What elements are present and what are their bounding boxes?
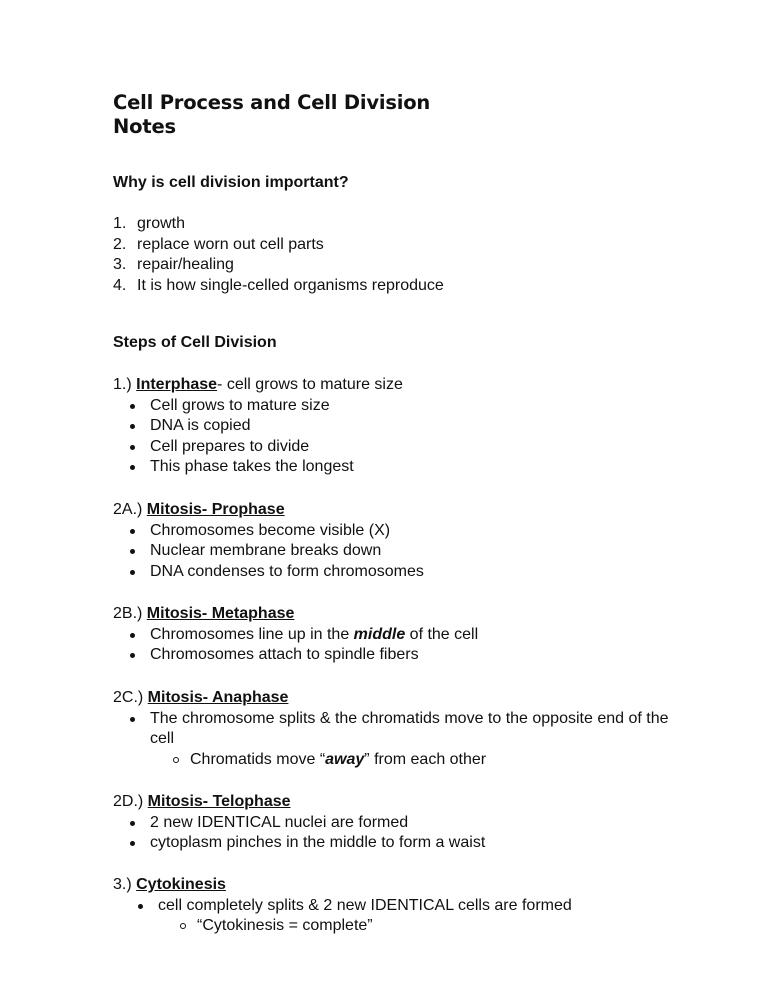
section-prefix: 2A.)	[113, 501, 147, 518]
item-text: It is how single-celled organisms reproduce	[137, 276, 444, 294]
section-anaphase	[113, 688, 670, 770]
item-number: 2.	[113, 235, 127, 253]
item-number: 3.	[113, 256, 127, 274]
bullet-item: DNA is copied	[113, 416, 403, 437]
section-prefix: 3.)	[113, 876, 137, 893]
section-prefix: 2B.)	[113, 605, 147, 622]
bullet-text: ” from each other	[364, 750, 487, 768]
section-name: Cytokinesis	[136, 876, 226, 893]
section-name: Mitosis- Metaphase	[146, 605, 295, 622]
section-suffix: - cell grows to mature size	[217, 376, 403, 393]
list-item	[113, 255, 444, 276]
section-header	[113, 375, 403, 396]
item-text: repair/healing	[137, 256, 234, 274]
list-item	[113, 276, 444, 297]
list-item	[113, 235, 444, 256]
why-heading: Why is cell division important?	[113, 174, 349, 191]
bullet-item: 2 new IDENTICAL nuclei are formed	[113, 813, 485, 834]
emphasis-text: middle	[353, 625, 406, 643]
section-header	[113, 604, 478, 625]
sub-bullet-item	[113, 750, 670, 771]
bullet-item: Nuclear membrane breaks down	[113, 541, 424, 562]
bullet-item: DNA condenses to form chromosomes	[113, 562, 424, 583]
bullet-item: cell completely splits & 2 new IDENTICAL cells are formed	[113, 896, 572, 917]
section-prefix: 2C.)	[113, 689, 148, 706]
section-telophase	[113, 792, 485, 854]
section-interphase	[113, 375, 403, 478]
section-metaphase	[113, 604, 478, 666]
section-prefix: 1.)	[113, 376, 137, 393]
page-title	[113, 91, 430, 139]
why-list	[113, 214, 444, 296]
bullet-item: cytoplasm pinches in the middle to form a waist	[113, 833, 485, 854]
item-text: growth	[137, 215, 186, 232]
item-text: replace worn out cell parts	[137, 235, 324, 253]
emphasis-text: away	[325, 750, 365, 768]
bullet-item: Cell prepares to divide	[113, 437, 403, 458]
item-number: 1.	[113, 215, 127, 232]
section-header	[113, 875, 572, 896]
title-line-1: Cell Process and Cell Division	[113, 91, 431, 114]
bullet-text: of the cell	[405, 625, 479, 643]
bullet-text: Chromosomes line up in the	[150, 625, 354, 643]
sub-bullet-item: “Cytokinesis = complete”	[113, 916, 572, 937]
section-header	[113, 688, 670, 709]
item-number: 4.	[113, 276, 127, 294]
bullet-text: Chromatids move “	[190, 750, 326, 768]
bullet-item: Chromosomes become visible (X)	[113, 521, 424, 542]
section-name: Interphase	[136, 376, 218, 393]
section-cytokinesis	[113, 875, 572, 937]
bullet-item: Cell grows to mature size	[113, 396, 403, 417]
bullet-item	[113, 625, 478, 646]
section-prophase	[113, 500, 424, 582]
bullet-item: Chromosomes attach to spindle fibers	[113, 645, 478, 666]
section-header	[113, 792, 485, 813]
section-name: Mitosis- Telophase	[147, 793, 291, 810]
title-line-2: Notes	[113, 115, 176, 138]
section-header	[113, 500, 424, 521]
list-item	[113, 214, 444, 235]
section-name: Mitosis- Prophase	[146, 501, 285, 518]
bullet-item: The chromosome splits & the chromatids move to the opposite end of the cell	[113, 709, 670, 750]
section-prefix: 2D.)	[113, 793, 148, 810]
steps-heading: Steps of Cell Division	[113, 334, 277, 351]
bullet-item: This phase takes the longest	[113, 457, 403, 478]
section-name: Mitosis- Anaphase	[147, 689, 289, 706]
